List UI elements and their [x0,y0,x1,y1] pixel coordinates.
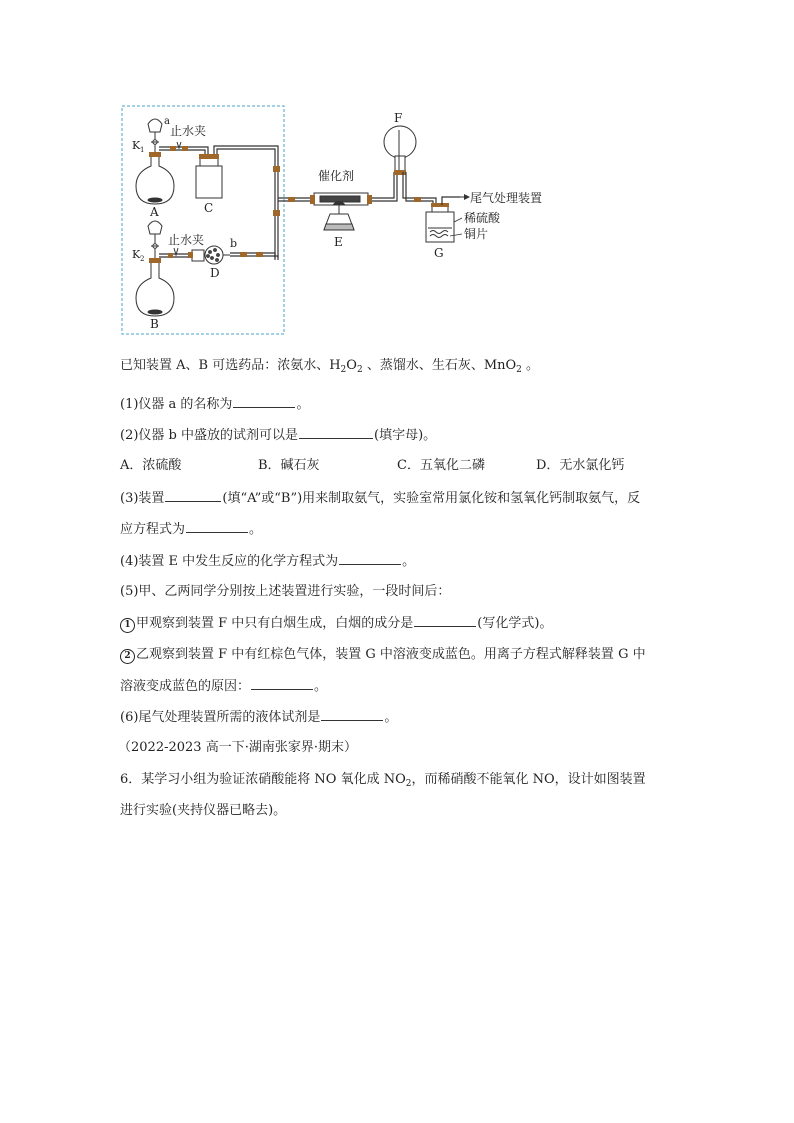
label-B: B [150,317,159,331]
question-3: (3)装置 (填“A”或“B”)用来制取氨气，实验室常用氯化铵和氢氧化钙制取氨气，反 [120,488,640,509]
label-D: D [210,266,220,280]
question-4: (4)装置 E 中发生反应的化学方程式为 。 [120,551,415,572]
label-dilute-acid: 稀硫酸 [464,211,501,225]
problem-6-line1: 6．某学习小组为验证浓硝酸能将 NO 氧化成 $NO_2$，而稀硝酸不能氧化 NO，设计如图装置 [120,772,646,789]
label-k2-sub: 2 [140,255,145,263]
label-b: b [230,237,238,250]
circled-number: 2 [120,649,135,664]
question-5-2: 2 乙观察到装置 F 中有红棕色气体，装置 G 中溶液变成蓝色。用离子方程式解释装置 G 中 [120,645,646,665]
label-a: a [164,116,170,127]
answer-blank[interactable] [233,394,295,408]
option-A: A．浓硫酸 [120,458,182,473]
bottle-G [426,205,454,242]
answer-blank[interactable] [321,707,383,721]
label-tail-gas: 尾气处理装置 [470,191,543,205]
label-clamp2: 止水夹 [168,233,205,247]
question-3-line2: 应方程式为 。 [120,519,262,540]
known-reagents-line: 已知装置 A、B 可选药品：浓氨水、$H_2O_2$ 、蒸馏水、生石灰、MnO$_2$ 。 [120,358,540,375]
label-F: F [394,111,403,125]
option-D: D．无水氯化钙 [536,458,625,473]
label-catalyst: 催化剂 [318,169,355,183]
question-5-1: 1 甲观察到装置 F 中只有白烟生成，白烟的成分是 (写化学式)。 [120,613,552,634]
label-k2: K [132,248,141,261]
question-5: (5)甲、乙两同学分别按上述装置进行实验，一段时间后： [120,584,451,599]
problem-6-line2: 进行实验(夹持仪器已略去)。 [120,803,287,818]
answer-blank[interactable] [299,425,373,439]
answer-blank[interactable] [414,613,476,627]
answer-blank[interactable] [186,519,248,533]
option-B: B．碱石灰 [258,458,320,473]
alcohol-lamp-E [324,202,354,231]
apparatus-diagram [118,100,568,340]
question-1: (1)仪器 a 的名称为 。 [120,394,309,415]
label-copper: 铜片 [464,227,489,241]
label-clamp1: 止水夹 [170,124,207,138]
label-k1-sub: 1 [140,146,145,154]
circled-number: 1 [120,618,135,633]
label-E: E [334,235,343,249]
label-C: C [204,201,214,215]
source-line: （2022-2023 高一下·湖南张家界·期末） [118,740,357,755]
label-A: A [150,205,159,219]
answer-blank[interactable] [251,676,313,690]
flask-F [384,126,416,172]
label-G: G [434,246,444,260]
flask-A [136,119,174,204]
question-2: (2)仪器 b 中盛放的试剂可以是 (填字母)。 [120,425,436,446]
label-k1: K [132,139,141,152]
bottle-C [196,158,222,198]
drying-tube-D [192,246,230,264]
question-5-2-line2: 溶液变成蓝色的原因： 。 [120,676,327,697]
answer-blank[interactable] [339,551,401,565]
question-6: (6)尾气处理装置所需的液体试剂是 。 [120,707,397,728]
option-C: C．五氧化二磷 [397,458,485,473]
answer-blank[interactable] [165,488,221,502]
